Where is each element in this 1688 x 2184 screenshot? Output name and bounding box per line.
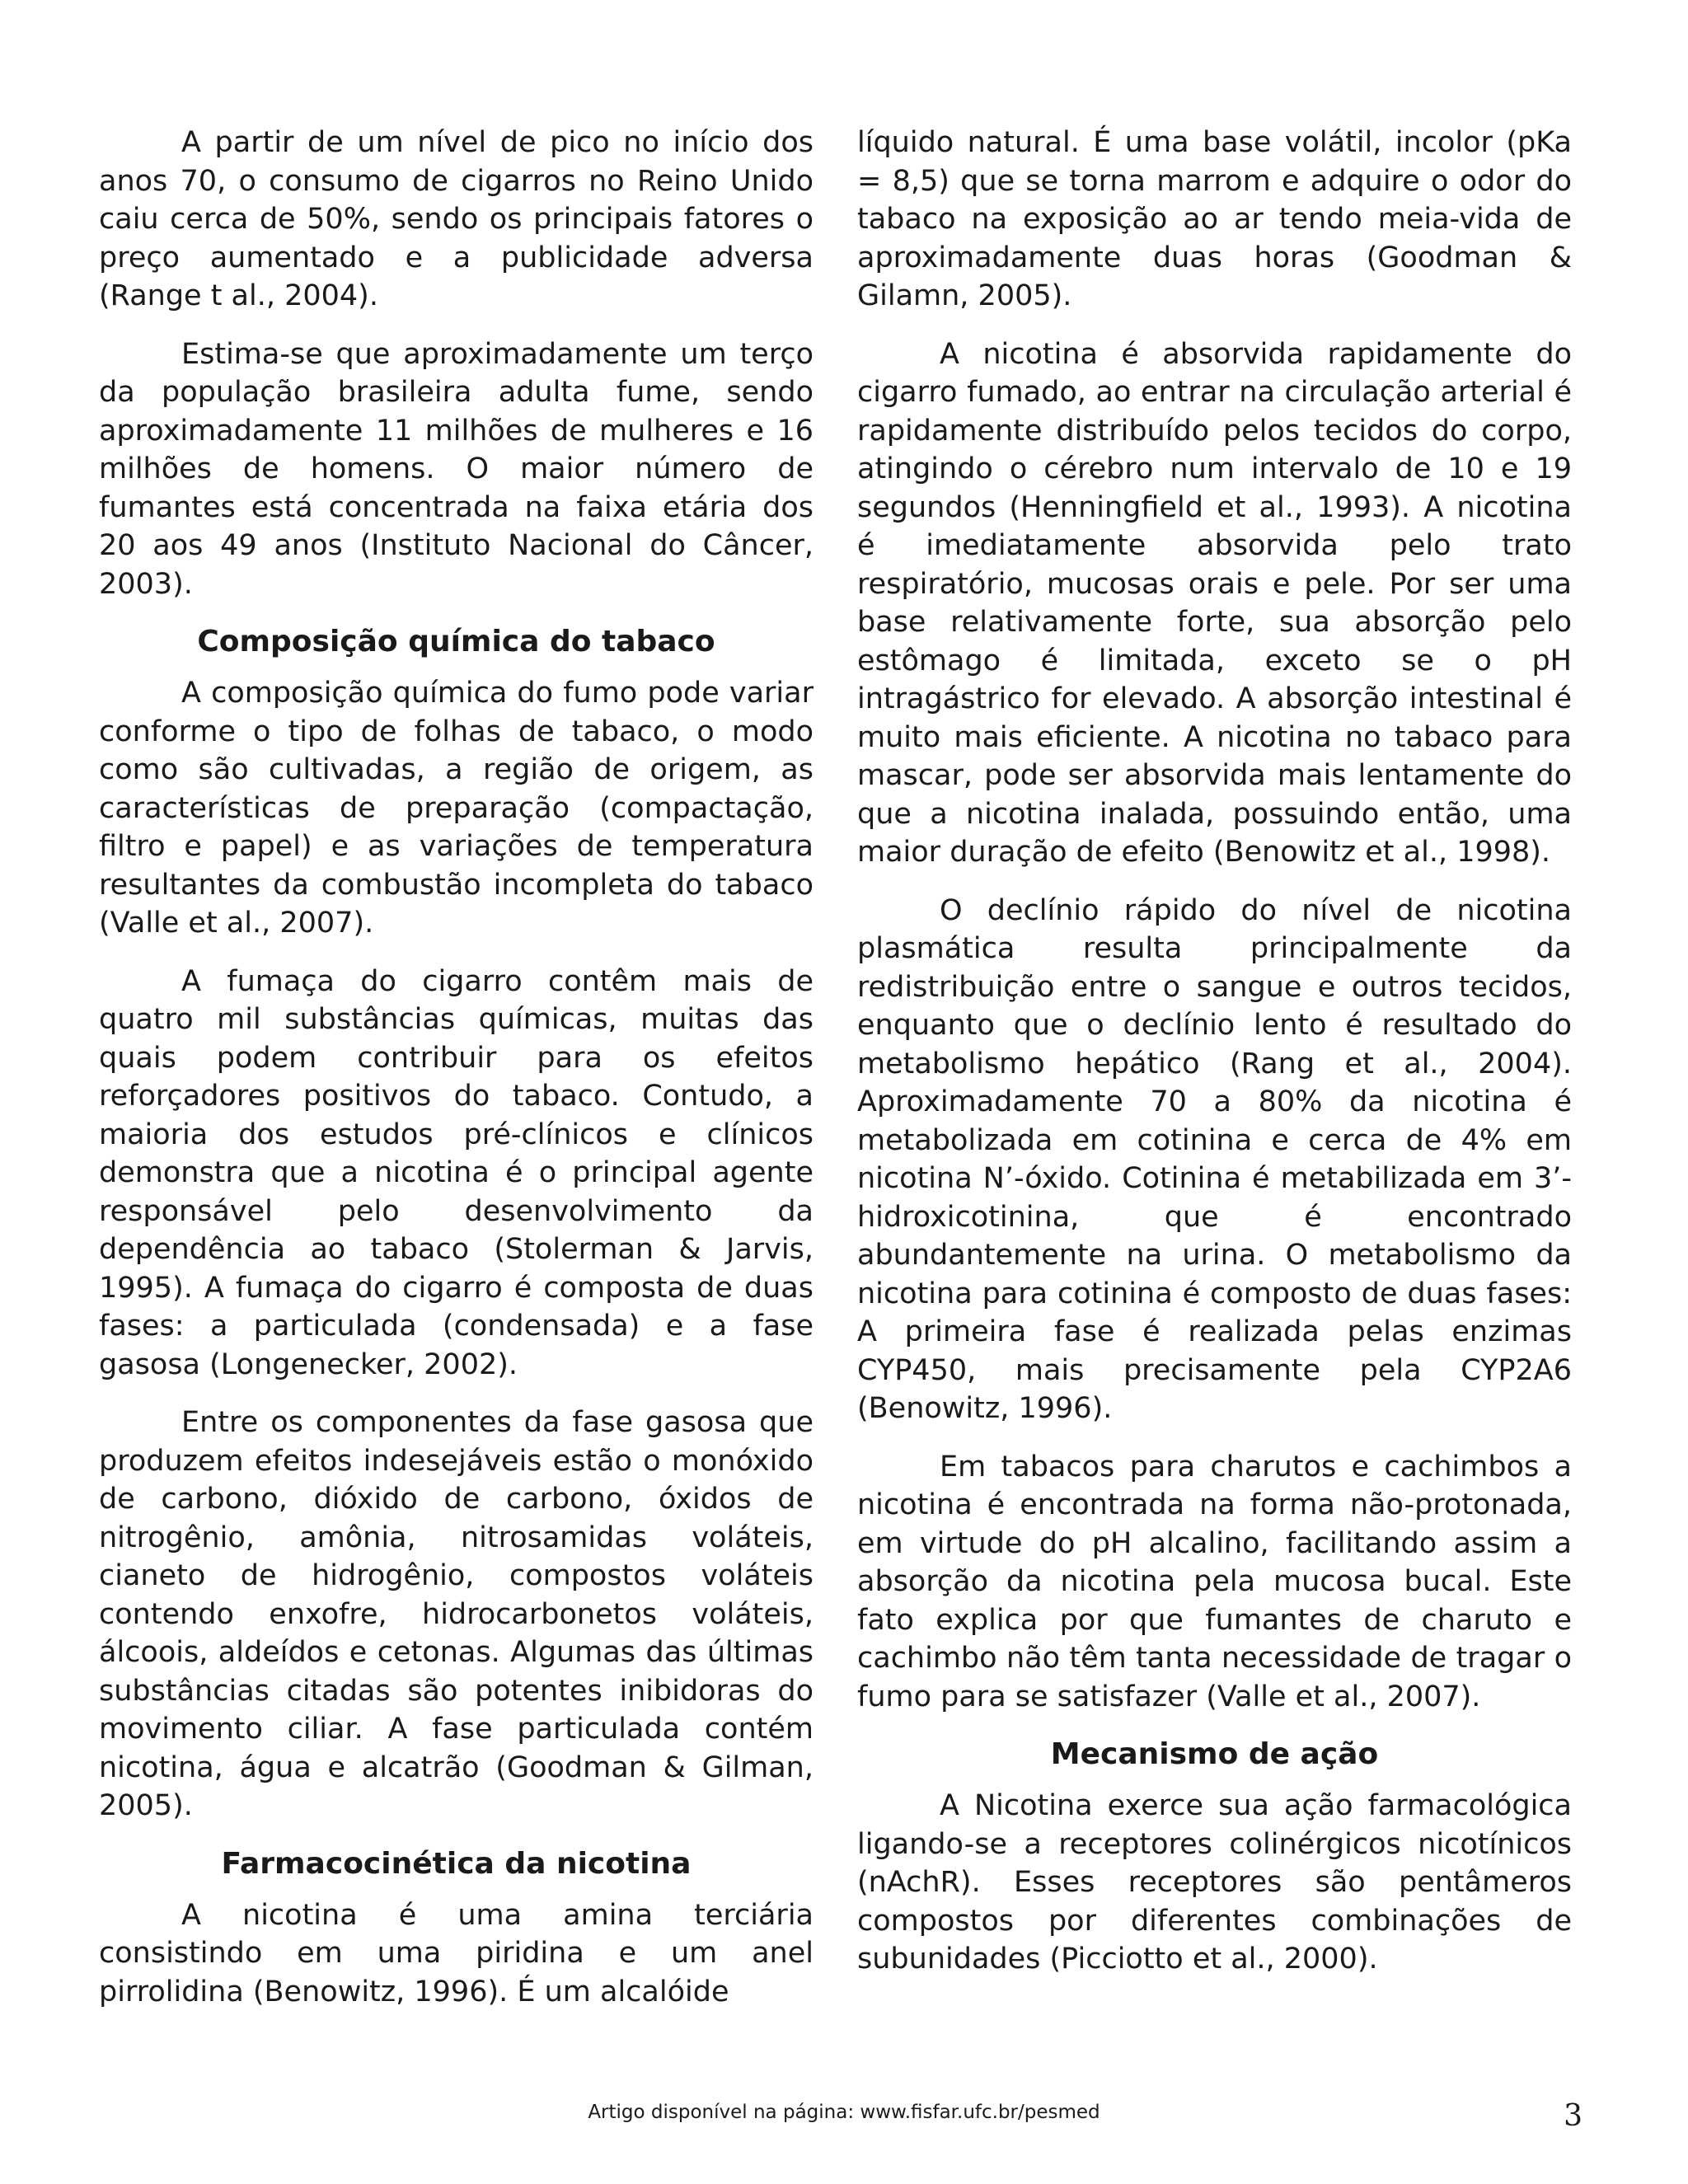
paragraph-nicotine-metabolism: O declínio rápido do nível de nicotina plasmática resulta principalmente da redistribuição entre o sangue e outros tecidos, enquanto que o declínio lento é resultado do metabolismo hepático (Rang et al., 2004). Aproximadamente 70 a 80% da nicotina é metabolizada em cotinina e cerca de 4% em nicotina N’-óxido. Cotinina é metabilizada em 3’-hidroxicotinina, que é encontrado abundantemente na urina. O metabolismo da nicotina para cotinina é composto de duas fases: A primeira fase é realizada pelas enzimas CYP450, mais precisamente pela CYP2A6 (Benowitz, 1996). — [857, 893, 1572, 1425]
left-column — [99, 124, 814, 2031]
paragraph-nicotine-structure: A nicotina é uma amina terciária consistindo em uma piridina e um anel pirrolidina (Benowitz, 1996). É um alcalóide — [99, 1898, 814, 2008]
heading-mechanism-of-action: Mecanismo de ação — [1050, 1737, 1379, 1771]
paragraph-gas-phase-components: Entre os componentes da fase gasosa que produzem efeitos indesejáveis estão o monóxido de carbono, dióxido de carbono, óxidos de nitrogênio, amônia, nitrosamidas voláteis, cianeto de hidrogênio, compostos voláteis contendo enxofre, hidrocarbonetos voláteis, álcoois, aldeídos e cetonas. Algumas das últimas substâncias citadas são potentes inibidoras do movimento ciliar. A fase particulada contém nicotina, água e alcatrão (Goodman & Gilman, 2005). — [99, 1406, 814, 1822]
paragraph-brazil-smokers: Estima-se que aproximadamente um terço da população brasileira adulta fume, sendo aproximadamente 11 milhões de mulheres e 16 milhões de homens. O maior número de fumantes está concentrada na faixa etária dos 20 aos 49 anos (Instituto Nacional do Câncer, 2003). — [99, 337, 814, 601]
page-number: 3 — [1564, 2099, 1582, 2133]
paragraph-smoking-decline-uk: A partir de um nível de pico no início dos anos 70, o consumo de cigarros no Reino Unido caiu cerca de 50%, sendo os principais fatores o preço aumentado e a publicidade adversa (Range t al., 2004). — [99, 126, 814, 312]
paragraph-nicotine-properties: líquido natural. É uma base volátil, incolor (pKa = 8,5) que se torna marrom e adquire o odor do tabaco na exposição ao ar tendo meia-vida de aproximadamente duas horas (Goodman & Gilamn, 2005). — [857, 126, 1572, 312]
heading-pharmacokinetics: Farmacocinética da nicotina — [221, 1846, 692, 1881]
paragraph-cigars-pipes: Em tabacos para charutos e cachimbos a nicotina é encontrada na forma não-protonada, em virtude do pH alcalino, facilitando assim a absorção da nicotina pela mucosa bucal. Este fato explica por que fumantes de charuto e cachimbo não têm tanta necessidade de tragar o fumo para se satisfazer (Valle et al., 2007). — [857, 1450, 1572, 1713]
paragraph-tobacco-composition: A composição química do fumo pode variar conforme o tipo de folhas de tabaco, o modo como são cultivadas, a região de origem, as características de preparação (compactação, filtro e papel) e as variações de temperatura resultantes da combustão incompleta do tabaco (Valle et al., 2007). — [99, 677, 814, 940]
paragraph-cigarette-smoke: A fumaça do cigarro contêm mais de quatro mil substâncias químicas, muitas das quais podem contribuir para os efeitos reforçadores positivos do tabaco. Contudo, a maioria dos estudos pré-clínicos e clínicos demonstra que a nicotina é o principal agente responsável pelo desenvolvimento da dependência ao tabaco (Stolerman & Jarvis, 1995). A fumaça do cigarro é composta de duas fases: a particulada (condensada) e a fase gasosa (Longenecker, 2002). — [99, 964, 814, 1381]
paragraph-nicotinic-receptors: A Nicotina exerce sua ação farmacológica ligando-se a receptores colinérgicos nicotínicos (nAchR). Esses receptores são pentâmeros compostos por diferentes combinações de subunidades (Picciotto et al., 2000). — [857, 1789, 1572, 1975]
footer-availability-note: Artigo disponível na página: www.fisfar.ufc.br/pesmed — [588, 2102, 1100, 2123]
paragraph-nicotine-absorption: A nicotina é absorvida rapidamente do cigarro fumado, ao entrar na circulação arterial é rapidamente distribuído pelos tecidos do corpo, atingindo o cérebro num intervalo de 10 e 19 segundos (Henningfield et al., 1993). A nicotina é imediatamente absorvida pelo trato respiratório, mucosas orais e pele. Por ser uma base relativamente forte, sua absorção pelo estômago é limitada, exceto se o pH intragástrico for elevado. A absorção intestinal é muito mais eficiente. A nicotina no tabaco para mascar, pode ser absorvida mais lentamente do que a nicotina inalada, possuindo então, uma maior duração de efeito (Benowitz et al., 1998). — [857, 337, 1572, 869]
heading-chemical-composition: Composição química do tabaco — [197, 625, 715, 658]
right-column — [857, 124, 1572, 1999]
